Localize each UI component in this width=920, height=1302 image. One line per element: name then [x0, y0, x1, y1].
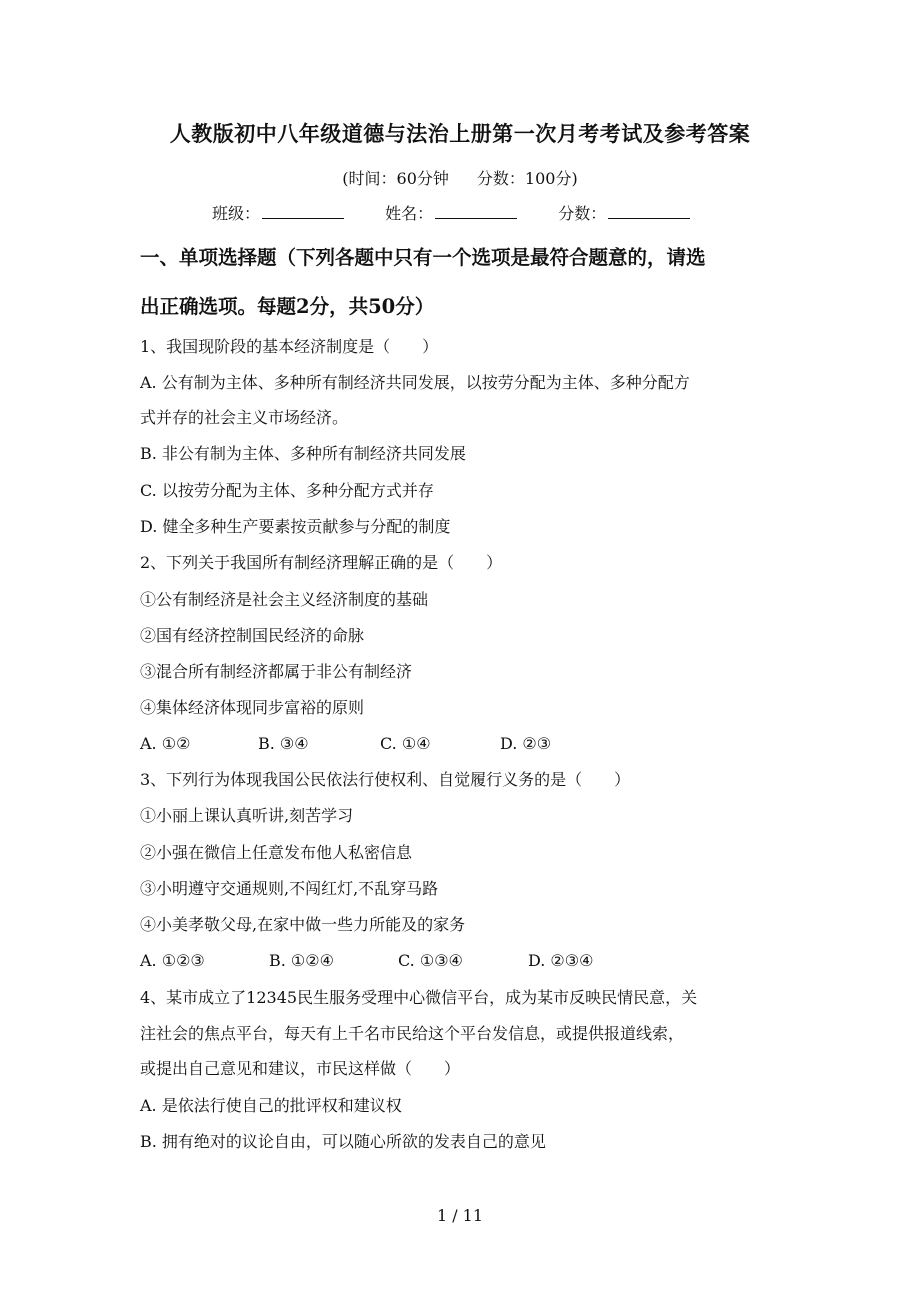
q3-statement-2: ②小强在微信上任意发布他人私密信息 [140, 843, 413, 862]
q1-option-d: D. 健全多种生产要素按贡献参与分配的制度 [140, 517, 451, 536]
q4-option-a: A. 是依法行使自己的批评权和建议权 [140, 1096, 402, 1115]
q3-option-d: D. ②③④ [528, 951, 594, 970]
q2-option-d: D. ②③ [500, 734, 552, 753]
score-label: 分数： [558, 204, 607, 223]
q2-statement-4: ④集体经济体现同步富裕的原则 [140, 698, 365, 717]
q2-stem: 2、下列关于我国所有制经济理解正确的是（ ） [140, 553, 503, 572]
q1-stem: 1、我国现阶段的基本经济制度是（ ） [140, 337, 439, 356]
q2-statement-3: ③混合所有制经济都属于非公有制经济 [140, 662, 413, 681]
q4-stem-line2: 注社会的焦点平台，每天有上千名市民给这个平台发信息，或提供报道线索， [140, 1024, 685, 1043]
class-field [212, 201, 344, 224]
document-title: 人教版初中八年级道德与法治上册第一次月考考试及参考答案 [169, 121, 751, 146]
q1-option-b: B. 非公有制为主体、多种所有制经济共同发展 [140, 444, 466, 463]
q1-option-a-line2: 式并存的社会主义市场经济。 [140, 408, 349, 427]
page-number: 1 / 11 [436, 1206, 484, 1225]
student-info [212, 201, 726, 224]
score-blank [608, 204, 690, 219]
q3-option-b: B. ①②④ [269, 951, 334, 970]
q4-stem-line1: 4、某市成立了12345民生服务受理中心微信平台，成为某市反映民情民意，关 [140, 988, 698, 1007]
q3-statement-3: ③小明遵守交通规则,不闯红灯,不乱穿马路 [140, 879, 439, 898]
q3-option-c: C. ①③④ [398, 951, 463, 970]
q3-options [140, 943, 790, 979]
name-label: 姓名： [385, 204, 434, 223]
q1-option-a-line1: A. 公有制为主体、多种所有制经济共同发展，以按劳分配为主体、多种分配方 [140, 373, 690, 392]
section-heading-line1: 一、单项选择题（下列各题中只有一个选项是最符合题意的，请选 [140, 246, 706, 269]
q2-statement-1: ①公有制经济是社会主义经济制度的基础 [140, 590, 429, 609]
q3-option-a: A. ①②③ [140, 951, 205, 970]
q2-option-c: C. ①④ [380, 734, 431, 753]
time-label: (时间：60分钟 [342, 169, 449, 188]
q2-option-a: A. ①② [140, 734, 191, 753]
q3-statement-1: ①小丽上课认真听讲,刻苦学习 [140, 806, 354, 825]
section-heading-line2: 出正确选项。每题2分，共50分） [140, 295, 435, 318]
exam-meta [0, 166, 920, 189]
class-label: 班级： [212, 204, 261, 223]
q3-stem: 3、下列行为体现我国公民依法行使权利、自觉履行义务的是（ ） [140, 770, 631, 789]
q2-options [140, 726, 790, 762]
q3-statement-4: ④小美孝敬父母,在家中做一些力所能及的家务 [140, 915, 466, 934]
total-score-label: 分数：100分) [476, 169, 578, 188]
name-blank [435, 204, 517, 219]
q4-stem-line3: 或提出自己意见和建议，市民这样做（ ） [140, 1059, 461, 1078]
q4-option-b: B. 拥有绝对的议论自由，可以随心所欲的发表自己的意见 [140, 1132, 546, 1151]
q2-statement-2: ②国有经济控制国民经济的命脉 [140, 626, 365, 645]
q1-option-c: C. 以按劳分配为主体、多种分配方式并存 [140, 481, 434, 500]
q2-option-b: B. ③④ [258, 734, 309, 753]
class-blank [262, 204, 344, 219]
score-field [558, 201, 690, 224]
name-field [385, 201, 517, 224]
